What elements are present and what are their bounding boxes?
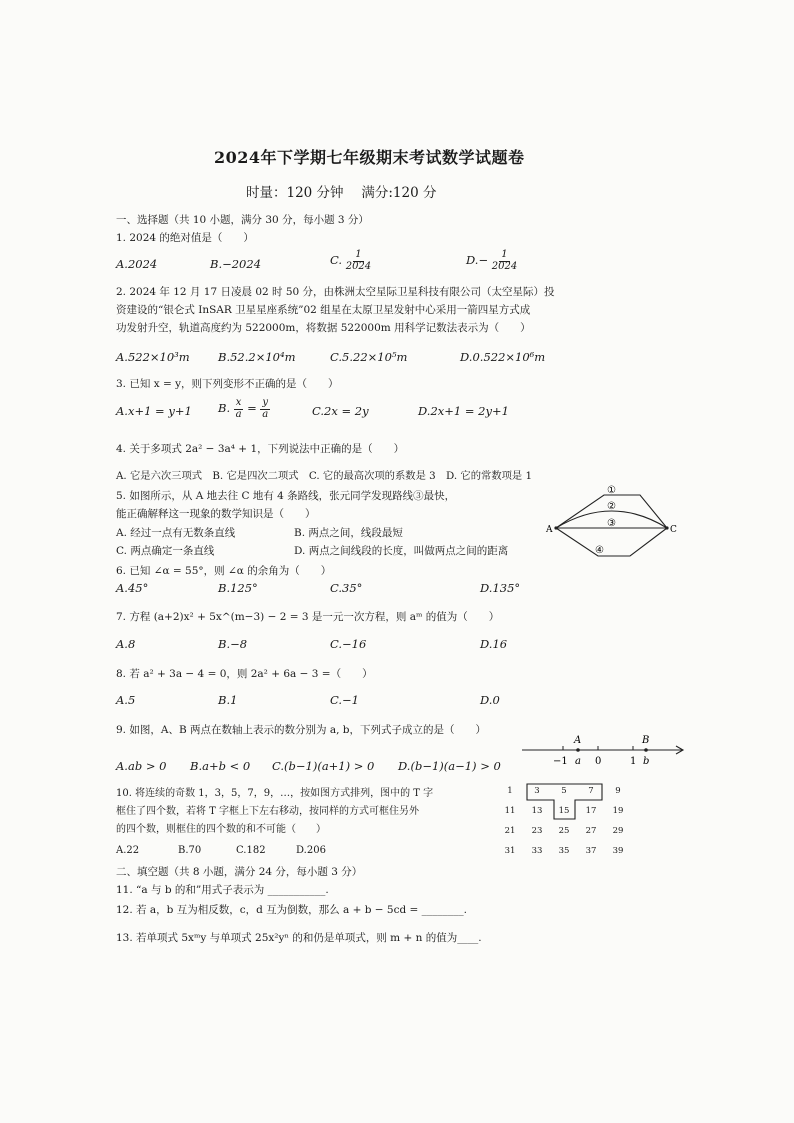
q10-option-d: D.206	[296, 845, 326, 856]
q2-line-3: 功发射升空，轨道高度约为 522000m，将数据 522000m 用科学记数法表示为（ ）	[116, 322, 531, 334]
grid-cell: 37	[585, 846, 597, 856]
q10-t-frame	[0, 0, 1, 1]
q9-option-d: D.(b−1)(a−1) > 0	[398, 759, 501, 773]
q13-stem: 13. 若单项式 5xᵐy 与单项式 25x²yⁿ 的和仍是单项式，则 m + n 的值为____.	[116, 932, 482, 944]
q3-b-left-num: x	[235, 397, 242, 408]
grid-cell: 9	[615, 786, 621, 796]
q2-option-a: A.522×10³m	[116, 350, 190, 364]
grid-cell: 3	[534, 786, 540, 796]
q5-line-2: 能正确解释这一现象的数学知识是（ ）	[116, 508, 316, 520]
section-1-heading: 一、选择题（共 10 小题，满分 30 分，每小题 3 分）	[116, 214, 369, 226]
q3-option-d: D.2x+1 = 2y+1	[418, 404, 509, 418]
grid-cell: 23	[531, 826, 543, 836]
q5-route-4	[556, 528, 667, 556]
grid-cell: 35	[558, 846, 570, 856]
q1-option-d-fraction	[492, 250, 517, 272]
q10-line-1: 10. 将连续的奇数 1，3，5，7，9，…，按如图方式排列，图中的 T 字	[116, 788, 434, 799]
grid-cell: 15	[558, 806, 570, 816]
grid-cell: 1	[507, 786, 513, 796]
q6-option-b: B.125°	[218, 581, 258, 595]
q5-label-route-2: ②	[607, 501, 616, 512]
grid-cell: 25	[558, 826, 570, 836]
q9-label-zero: 0	[595, 756, 602, 767]
q5-line-1: 5. 如图所示，从 A 地去往 C 地有 4 条路线，张元同学发现路线③最快，	[116, 490, 456, 502]
q9-label-one: 1	[630, 756, 637, 767]
exam-subtitle: 时量：120 分钟 满分:120 分	[246, 185, 437, 201]
q1-c-numerator: 1	[355, 249, 362, 260]
q7-option-a: A.8	[116, 637, 136, 651]
grid-cell: 19	[612, 806, 624, 816]
q8-stem: 8. 若 a² + 3a − 4 = 0，则 2a² + 6a − 3 =（ ）	[116, 668, 373, 680]
grid-cell: 11	[504, 806, 516, 816]
q3-option-b	[218, 398, 270, 420]
q2-option-d: D.0.522×10⁶m	[460, 350, 546, 364]
q8-option-c: C.−1	[330, 693, 359, 707]
q5-label-route-3: ③	[607, 518, 616, 529]
q1-stem: 1. 2024 的绝对值是（ ）	[116, 232, 254, 244]
q3-b-left-den: a	[235, 408, 242, 420]
q7-option-b: B.−8	[218, 637, 248, 651]
q3-b-right-fraction	[260, 398, 270, 420]
q10-option-a: A.22	[116, 845, 140, 856]
q4-stem: 4. 关于多项式 2a² − 3a⁴ + 1，下列说法中正确的是（ ）	[116, 443, 405, 455]
q5-label-c: C	[670, 525, 677, 535]
q1-option-b: B.−2024	[210, 257, 262, 271]
grid-cell: 39	[612, 846, 624, 856]
q3-stem: 3. 已知 x = y，则下列变形不正确的是（ ）	[116, 378, 339, 390]
q10-line-2: 框住了四个数，若将 T 字框上下左右移动，按同样的方式可框住另外	[116, 806, 420, 817]
q9-point-b	[644, 748, 648, 752]
q3-b-right-den: a	[262, 408, 269, 420]
q5-option-d: D. 两点之间线段的长度，叫做两点之间的距离	[294, 545, 509, 557]
q7-option-d: D.16	[480, 637, 508, 651]
grid-cell: 7	[588, 786, 594, 796]
q6-option-d: D.135°	[480, 581, 521, 595]
q7-option-c: C.−16	[330, 637, 367, 651]
q5-label-route-1: ①	[607, 485, 616, 496]
q1-option-c	[330, 250, 371, 272]
q6-option-c: C.35°	[330, 581, 363, 595]
q9-label-minus-one: −1	[553, 756, 568, 767]
q5-label-route-4: ④	[595, 545, 604, 556]
q10-option-c: C.182	[236, 845, 266, 856]
q5-option-b: B. 两点之间，线段最短	[294, 527, 403, 539]
q8-option-d: D.0	[480, 693, 500, 707]
q1-option-a: A.2024	[116, 257, 158, 271]
q3-b-left-fraction	[234, 398, 244, 420]
q4-options: A. 它是六次三项式 B. 它是四次二项式 C. 它的最高次项的系数是 3 D. 它的常数项是 1	[116, 470, 533, 482]
q5-point-c	[665, 526, 668, 529]
q9-option-a: A.ab > 0	[116, 759, 167, 773]
q9-option-b: B.a+b < 0	[190, 759, 251, 773]
grid-cell: 29	[612, 826, 624, 836]
q1-option-c-prefix: C.	[330, 253, 343, 267]
grid-cell: 33	[531, 846, 543, 856]
q2-line-1: 2. 2024 年 12 月 17 日凌晨 02 时 50 分，由株洲太空星际卫星科技有限公司（太空星际）投	[116, 286, 555, 298]
q3-b-right-num: y	[262, 397, 269, 408]
grid-cell: 5	[561, 786, 567, 796]
q3-option-c: C.2x = 2y	[312, 404, 369, 418]
grid-cell: 27	[585, 826, 597, 836]
q10-line-3: 的四个数，则框住的四个数的和不可能（ ）	[116, 824, 326, 835]
exam-title: 2024年下学期七年级期末考试数学试题卷	[214, 148, 525, 167]
q9-stem: 9. 如图，A、B 两点在数轴上表示的数分别为 a, b，下列式子成立的是（ ）	[116, 724, 486, 736]
q1-option-d	[466, 250, 517, 272]
q3-b-prefix: B.	[218, 401, 231, 415]
q1-option-c-fraction	[346, 250, 371, 272]
q5-option-c: C. 两点确定一条直线	[116, 545, 215, 557]
q6-option-a: A.45°	[116, 581, 149, 595]
q5-point-a	[554, 526, 557, 529]
q9-option-c: C.(b−1)(a+1) > 0	[272, 759, 375, 773]
q8-option-a: A.5	[116, 693, 136, 707]
q10-option-b: B.70	[178, 845, 202, 856]
section-2-heading: 二、填空题（共 8 小题，满分 24 分，每小题 3 分）	[116, 866, 363, 878]
q1-d-numerator: 1	[501, 249, 508, 260]
q5-option-a: A. 经过一点有无数条直线	[116, 527, 236, 539]
q2-option-b: B.52.2×10⁴m	[218, 350, 296, 364]
q3-option-a: A.x+1 = y+1	[116, 404, 192, 418]
grid-cell: 17	[585, 806, 597, 816]
q6-stem: 6. 已知 ∠α = 55°，则 ∠α 的余角为（ ）	[116, 565, 332, 577]
q9-point-a	[576, 748, 580, 752]
q7-stem: 7. 方程 (a+2)x² + 5x^(m−3) − 2 = 3 是一元一次方程，则 aᵐ 的值为（ ）	[116, 611, 500, 623]
q9-label-b: b	[643, 756, 650, 767]
q8-option-b: B.1	[218, 693, 238, 707]
q12-stem: 12. 若 a，b 互为相反数，c，d 互为倒数，那么 a + b − 5cd = ________.	[116, 904, 467, 916]
grid-cell: 21	[504, 826, 516, 836]
q2-option-c: C.5.22×10⁵m	[330, 350, 408, 364]
q1-c-denominator: 2024	[345, 260, 372, 272]
q9-label-B: B	[642, 735, 650, 746]
grid-cell: 13	[531, 806, 543, 816]
q9-label-a: a	[575, 756, 581, 767]
q11-stem: 11. “a 与 b 的和”用式子表示为 ___________.	[116, 884, 329, 896]
q9-label-A: A	[574, 735, 582, 746]
q2-line-2: 资建设的“银仑式 InSAR 卫星星座系统”02 组星在太原卫星发射中心采用一箭四星方式成	[116, 304, 531, 316]
q5-label-a: A	[546, 525, 553, 535]
q3-b-equals: =	[247, 401, 257, 415]
grid-cell: 31	[504, 846, 516, 856]
q1-d-denominator: 2024	[491, 260, 518, 272]
q1-option-d-prefix: D.−	[466, 253, 489, 267]
